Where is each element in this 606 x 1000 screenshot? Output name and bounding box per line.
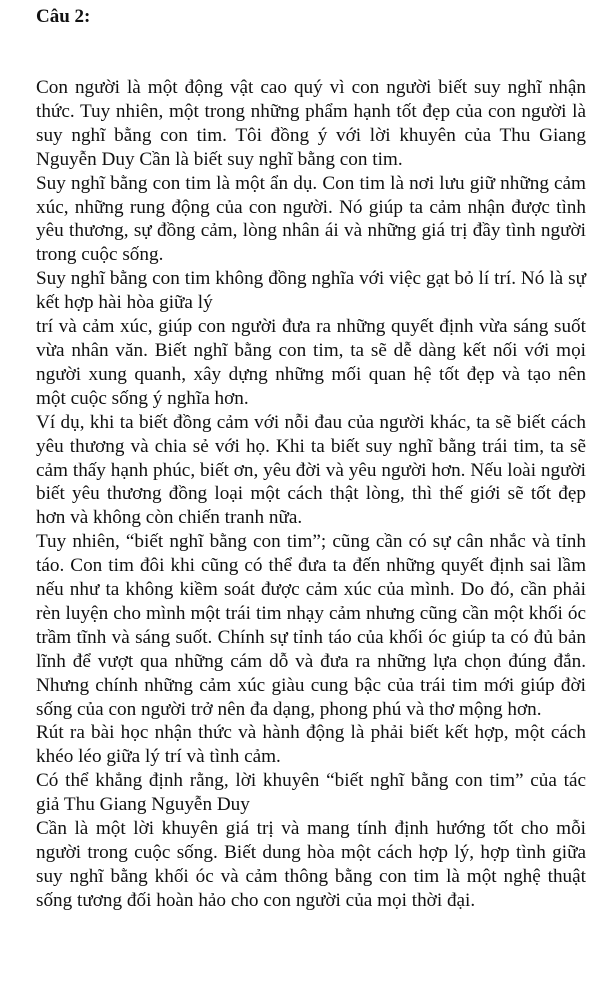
paragraph-example: Ví dụ, khi ta biết đồng cảm với nỗi đau của người khác, ta sẽ biết cách yêu thương và chia sẻ với họ. Khi ta biết suy nghĩ bằng trái tim, ta sẽ cảm thấy hạnh phúc, biết ơn, yêu đời và yêu người hơn. Nếu loài người biết yêu thương đồng loại một cách thật lòng, thì thế giới sẽ tốt đẹp hơn và không còn chiến tranh nữa. (36, 411, 586, 529)
question-heading: Câu 2: (36, 6, 91, 27)
paragraph-conclusion-part1: Có thể khẳng định rằng, lời khuyên “biết nghĩ bằng con tim” của tác giả Thu Giang Nguyễn Duy (36, 770, 586, 816)
paragraph-metaphor: Suy nghĩ bằng con tim là một ẩn dụ. Con tim là nơi lưu giữ những cảm xúc, những rung động của con người. Nó giúp ta cảm nhận được tình yêu thương, sự đồng cảm, lòng nhân ái và những giá trị đầy tình người trong cuộc sống. (36, 172, 586, 266)
paragraph-lesson: Rút ra bài học nhận thức và hành động là phải biết kết hợp, một cách khéo léo giữa lý trí và tình cảm. (36, 722, 586, 768)
paragraph-reason-part1: Suy nghĩ bằng con tim không đồng nghĩa với việc gạt bỏ lí trí. Nó là sự kết hợp hài hòa giữa lý (36, 268, 586, 314)
essay-body (36, 76, 586, 913)
paragraph-reason-part2: trí và cảm xúc, giúp con người đưa ra những quyết định vừa sáng suốt vừa nhân văn. Biết nghĩ bằng con tim, ta sẽ dễ dàng kết nối với mọi người xung quanh, xây dựng những mối quan hệ tốt đẹp và tạo nên một cuộc sống ý nghĩa hơn. (36, 316, 586, 409)
paragraph-counterpoint: Tuy nhiên, “biết nghĩ bằng con tim”; cũng cần có sự cân nhắc và tỉnh táo. Con tim đôi khi cũng có thể đưa ta đến những quyết định sai lầm nếu như ta không kiềm soát được cảm xúc của mình. Do đó, cần phải rèn luyện cho mình một trái tim nhạy cảm nhưng cũng cần một khối óc trầm tĩnh và sáng suốt. Chính sự tỉnh táo của khối óc giúp ta có đủ bản lĩnh để vượt qua những cám dỗ và đưa ra những lựa chọn đúng đắn. Nhưng chính những cảm xúc giàu cung bậc của trái tim mới giúp đời sống của con người trở nên đa dạng, phong phú và thơ mộng hơn. (36, 531, 586, 720)
paragraph-intro: Con người là một động vật cao quý vì con người biết suy nghĩ nhận thức. Tuy nhiên, một trong những phẩm hạnh tốt đẹp của con người là suy nghĩ bằng con tim. Tôi đồng ý với lời khuyên của Thu Giang Nguyễn Duy Cần là biết suy nghĩ bằng con tim. (36, 77, 586, 170)
paragraph-conclusion-part2: Cần là một lời khuyên giá trị và mang tính định hướng tốt cho mỗi người trong cuộc sống. Biết dung hòa một cách hợp lý, hợp tình giữa suy nghĩ bằng khối óc và cảm thông bằng con tim là một nghệ thuật sống tương đối hoàn hảo cho con người của mọi thời đại. (36, 818, 586, 911)
